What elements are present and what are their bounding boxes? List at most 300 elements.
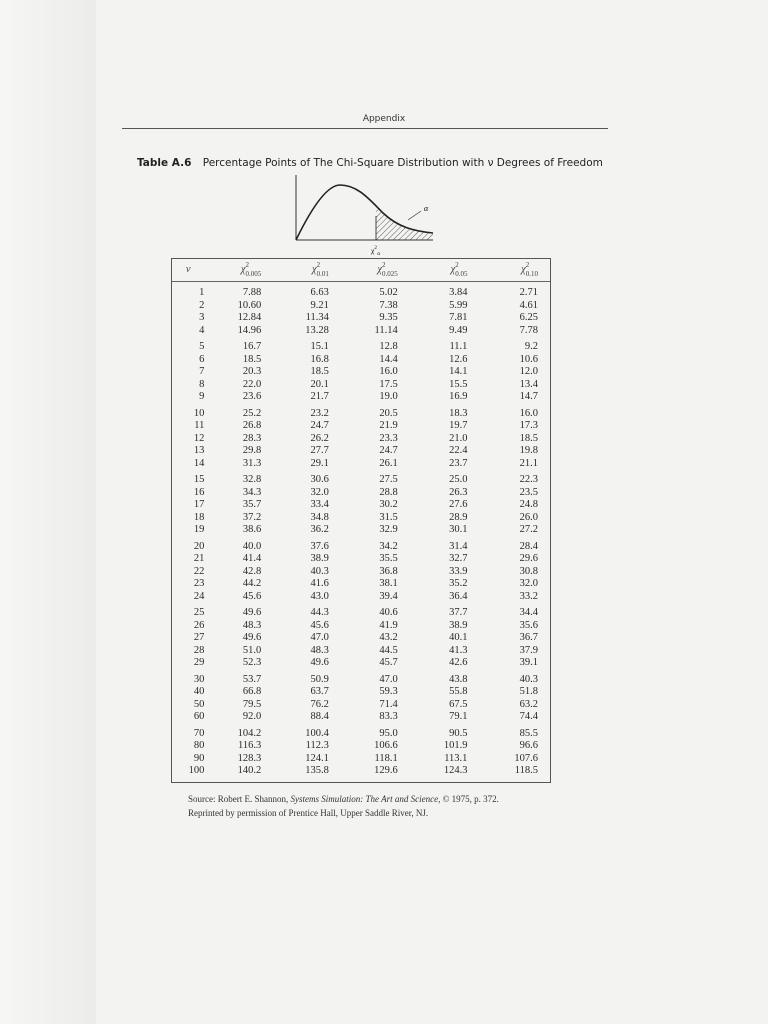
scan-shadow xyxy=(0,0,96,1024)
value-cell: 124.3 xyxy=(443,765,468,776)
dof-cell: 21 xyxy=(193,553,205,564)
header-chi-0.005 xyxy=(204,259,271,282)
value-cell: 12.8 xyxy=(379,341,398,352)
chi-sub-alpha: 0.01 xyxy=(316,269,329,278)
value-cell: 22.3 xyxy=(519,474,538,485)
table-row xyxy=(172,724,550,741)
table-row xyxy=(172,699,550,712)
dof-cell: 12 xyxy=(193,432,205,444)
value-cell: 71.4 xyxy=(379,698,398,710)
value-cell: 38.1 xyxy=(379,578,398,589)
value-cell: 13.28 xyxy=(305,324,329,336)
value-cell: 14.4 xyxy=(379,353,398,365)
value-cell: 26.3 xyxy=(449,486,468,498)
value-cell: 7.78 xyxy=(519,324,538,336)
value-cell: 13.4 xyxy=(519,378,538,390)
value-cell: 35.7 xyxy=(242,499,262,510)
value-cell: 18.5 xyxy=(310,366,329,377)
value-cell: 43.2 xyxy=(379,632,398,643)
chi-sub-alpha: 0.005 xyxy=(245,269,262,278)
value-cell: 20.1 xyxy=(310,378,329,390)
table-row xyxy=(172,711,550,724)
dof-cell: 7 xyxy=(199,366,205,377)
value-cell: 42.8 xyxy=(242,565,262,577)
chi-sup: 2 xyxy=(382,260,386,269)
table-row xyxy=(172,282,550,300)
value-cell: 106.6 xyxy=(374,740,398,751)
table-row xyxy=(172,765,550,778)
table-row xyxy=(172,632,550,645)
value-cell: 34.3 xyxy=(242,486,262,498)
value-cell: 92.0 xyxy=(242,711,262,722)
value-cell: 49.6 xyxy=(242,632,262,643)
value-cell: 96.6 xyxy=(519,740,538,751)
value-cell: 135.8 xyxy=(305,765,329,776)
value-cell: 37.7 xyxy=(449,607,468,618)
table-header-row xyxy=(172,259,550,282)
value-cell: 21.7 xyxy=(310,391,329,402)
value-cell: 24.7 xyxy=(379,445,398,456)
dof-cell: 28 xyxy=(193,644,205,656)
value-cell: 101.9 xyxy=(443,740,468,751)
value-cell: 31.5 xyxy=(379,511,398,523)
value-cell: 48.3 xyxy=(242,619,262,631)
value-cell: 2.71 xyxy=(519,287,538,298)
value-cell: 47.0 xyxy=(310,632,329,643)
value-cell: 83.3 xyxy=(379,711,398,722)
value-cell: 5.99 xyxy=(449,299,468,311)
value-cell: 67.5 xyxy=(449,698,468,710)
value-cell: 37.6 xyxy=(310,540,329,552)
dof-cell: 9 xyxy=(199,391,205,402)
value-cell: 49.6 xyxy=(242,607,262,618)
value-cell: 88.4 xyxy=(310,711,329,722)
value-cell: 63.7 xyxy=(310,686,329,697)
value-cell: 16.8 xyxy=(310,353,329,365)
value-cell: 22.0 xyxy=(242,378,262,390)
dof-cell: 4 xyxy=(199,324,205,336)
table-row xyxy=(172,354,550,367)
alpha-label: α xyxy=(424,204,429,213)
dof-cell: 80 xyxy=(193,740,205,751)
value-cell: 90.5 xyxy=(449,727,468,739)
value-cell: 51.0 xyxy=(242,644,262,656)
value-cell: 26.8 xyxy=(242,420,262,431)
value-cell: 33.9 xyxy=(449,565,468,577)
value-cell: 74.4 xyxy=(519,711,538,722)
value-cell: 26.1 xyxy=(379,457,398,469)
table-row xyxy=(172,578,550,591)
value-cell: 59.3 xyxy=(379,686,398,697)
table-row xyxy=(172,537,550,554)
value-cell: 16.9 xyxy=(449,391,468,402)
source-book-title: Systems Simulation: The Art and Science xyxy=(290,794,439,804)
value-cell: 44.5 xyxy=(379,644,398,656)
dof-cell: 60 xyxy=(193,711,205,722)
value-cell: 24.7 xyxy=(310,420,329,431)
value-cell: 11.34 xyxy=(305,312,329,323)
value-cell: 23.3 xyxy=(379,432,398,444)
value-cell: 95.0 xyxy=(379,727,398,739)
table-row xyxy=(172,686,550,699)
value-cell: 27.6 xyxy=(449,499,468,510)
value-cell: 5.02 xyxy=(379,287,398,298)
dof-cell: 11 xyxy=(194,420,205,431)
source-permission: Reprinted by permission of Prentice Hall, Upper Saddle River, NJ. xyxy=(188,807,429,818)
table-row xyxy=(172,603,550,620)
value-cell: 28.8 xyxy=(379,486,398,498)
value-cell: 6.25 xyxy=(519,312,538,323)
dof-cell: 40 xyxy=(193,686,205,697)
value-cell: 14.1 xyxy=(449,366,468,377)
value-cell: 28.4 xyxy=(519,540,538,552)
dof-cell: 6 xyxy=(199,353,205,365)
value-cell: 15.5 xyxy=(449,378,468,390)
value-cell: 66.8 xyxy=(242,686,262,697)
value-cell: 51.8 xyxy=(519,686,538,697)
value-cell: 33.2 xyxy=(519,590,538,602)
table-title xyxy=(137,157,603,169)
header-chi-0.01 xyxy=(271,259,341,282)
value-cell: 104.2 xyxy=(237,727,262,739)
dof-cell: 17 xyxy=(193,499,205,510)
table-row xyxy=(172,366,550,379)
value-cell: 26.2 xyxy=(310,432,329,444)
value-cell: 27.5 xyxy=(379,474,398,485)
table-row xyxy=(172,312,550,325)
value-cell: 44.2 xyxy=(242,578,262,589)
value-cell: 39.1 xyxy=(519,657,538,668)
dof-cell: 3 xyxy=(199,312,205,323)
value-cell: 21.9 xyxy=(379,420,398,431)
table-row xyxy=(172,433,550,446)
tail-area xyxy=(296,185,433,240)
value-cell: 12.6 xyxy=(449,353,468,365)
value-cell: 85.5 xyxy=(519,727,538,739)
dof-cell: 20 xyxy=(193,540,205,552)
table-row xyxy=(172,420,550,433)
value-cell: 7.88 xyxy=(242,287,262,298)
value-cell: 7.81 xyxy=(449,312,468,323)
value-cell: 12.84 xyxy=(237,312,262,323)
value-cell: 27.7 xyxy=(310,445,329,456)
table-row xyxy=(172,445,550,458)
header-rule xyxy=(122,128,608,129)
value-cell: 30.8 xyxy=(519,565,538,577)
value-cell: 140.2 xyxy=(237,765,262,776)
value-cell: 4.61 xyxy=(519,299,538,311)
value-cell: 39.4 xyxy=(379,590,398,602)
value-cell: 36.8 xyxy=(379,565,398,577)
value-cell: 30.1 xyxy=(449,524,468,535)
table-caption: Percentage Points of The Chi-Square Distribution with ν Degrees of Freedom xyxy=(202,157,603,169)
value-cell: 32.0 xyxy=(310,486,329,498)
value-cell: 113.1 xyxy=(444,752,468,764)
value-cell: 20.3 xyxy=(242,366,262,377)
value-cell: 52.3 xyxy=(242,657,262,668)
value-cell: 25.0 xyxy=(449,474,468,485)
value-cell: 32.0 xyxy=(519,578,538,589)
dof-cell: 13 xyxy=(193,445,205,456)
value-cell: 40.3 xyxy=(310,565,329,577)
value-cell: 17.3 xyxy=(519,420,538,431)
value-cell: 28.3 xyxy=(242,432,262,444)
table-row xyxy=(172,524,550,537)
value-cell: 9.21 xyxy=(310,299,329,311)
chi-symbol: χ xyxy=(240,264,246,275)
table-row xyxy=(172,657,550,670)
header-chi-0.025 xyxy=(341,259,410,282)
chi-square-table xyxy=(171,258,551,783)
dof-cell: 29 xyxy=(193,657,205,668)
table-row xyxy=(172,553,550,566)
value-cell: 12.0 xyxy=(519,366,538,377)
table-row xyxy=(172,337,550,354)
chi-sub-alpha: 0.10 xyxy=(525,269,538,278)
value-cell: 34.8 xyxy=(310,511,329,523)
chi-sup: 2 xyxy=(455,260,459,269)
table-row xyxy=(172,470,550,487)
chi-scripts xyxy=(455,261,467,279)
value-cell: 32.8 xyxy=(242,474,262,485)
value-cell: 6.63 xyxy=(310,287,329,298)
value-cell: 38.9 xyxy=(310,553,329,564)
chi-scripts xyxy=(382,261,398,279)
chi-square-density-diagram xyxy=(288,175,448,257)
value-cell: 40.0 xyxy=(242,540,262,552)
alpha-pointer xyxy=(408,211,421,220)
value-cell: 9.35 xyxy=(379,312,398,323)
value-cell: 45.7 xyxy=(379,657,398,668)
dof-cell: 70 xyxy=(193,727,205,739)
value-cell: 16.7 xyxy=(242,341,262,352)
header-chi-0.10 xyxy=(479,259,550,282)
value-cell: 33.4 xyxy=(310,499,329,510)
dof-cell: 22 xyxy=(193,565,205,577)
table-row xyxy=(172,645,550,658)
dof-cell: 50 xyxy=(193,698,205,710)
value-cell: 23.6 xyxy=(242,391,262,402)
dof-cell: 18 xyxy=(193,511,205,523)
value-cell: 29.8 xyxy=(242,445,262,456)
value-cell: 42.6 xyxy=(449,657,468,668)
source-note xyxy=(188,793,608,820)
value-cell: 3.84 xyxy=(449,287,468,298)
value-cell: 124.1 xyxy=(305,752,329,764)
table-row xyxy=(172,487,550,500)
value-cell: 29.6 xyxy=(519,553,538,564)
value-cell: 36.2 xyxy=(310,524,329,535)
value-cell: 26.0 xyxy=(519,511,538,523)
value-cell: 53.7 xyxy=(242,673,262,685)
table-row xyxy=(172,499,550,512)
value-cell: 32.7 xyxy=(449,553,468,564)
table-row xyxy=(172,670,550,687)
chi-sup: 2 xyxy=(316,260,321,269)
value-cell: 55.8 xyxy=(449,686,468,697)
dof-cell: 19 xyxy=(193,524,205,535)
table-row xyxy=(172,325,550,338)
value-cell: 48.3 xyxy=(310,644,329,656)
value-cell: 41.3 xyxy=(449,644,468,656)
value-cell: 11.14 xyxy=(374,324,398,336)
value-cell: 100.4 xyxy=(305,727,329,739)
value-cell: 10.6 xyxy=(519,353,538,365)
value-cell: 129.6 xyxy=(374,765,398,776)
header-nu: ν xyxy=(172,259,204,282)
value-cell: 17.5 xyxy=(379,378,398,390)
value-cell: 118.5 xyxy=(514,765,538,776)
value-cell: 49.6 xyxy=(310,657,329,668)
value-cell: 25.2 xyxy=(242,407,262,419)
table-row xyxy=(172,458,550,471)
chi-sup: 2 xyxy=(245,260,249,269)
dof-cell: 16 xyxy=(193,486,205,498)
value-cell: 23.2 xyxy=(310,407,329,419)
chi-sup: 2 xyxy=(525,260,530,269)
dof-cell: 2 xyxy=(199,299,205,311)
value-cell: 16.0 xyxy=(519,407,538,419)
dof-cell: 14 xyxy=(193,457,205,469)
value-cell: 36.7 xyxy=(519,632,538,643)
table-row xyxy=(172,591,550,604)
dof-cell: 8 xyxy=(199,378,205,390)
header-chi-0.05 xyxy=(410,259,480,282)
value-cell: 118.1 xyxy=(374,752,398,764)
value-cell: 14.7 xyxy=(519,391,538,402)
value-cell: 34.4 xyxy=(519,607,538,618)
value-cell: 27.2 xyxy=(519,524,538,535)
value-cell: 15.1 xyxy=(310,341,329,352)
value-cell: 19.0 xyxy=(379,391,398,402)
value-cell: 45.6 xyxy=(242,590,262,602)
value-cell: 31.3 xyxy=(242,457,262,469)
value-cell: 18.5 xyxy=(242,353,262,365)
value-cell: 29.1 xyxy=(310,457,329,469)
value-cell: 21.1 xyxy=(519,457,538,469)
value-cell: 11.1 xyxy=(449,341,468,352)
value-cell: 37.2 xyxy=(242,511,262,523)
value-cell: 47.0 xyxy=(379,673,398,685)
dof-cell: 30 xyxy=(193,673,205,685)
table-number: Table A.6 xyxy=(137,157,192,169)
value-cell: 19.7 xyxy=(449,420,468,431)
critical-value-label: $\chi^2_\alpha$ xyxy=(371,246,380,257)
value-cell: 79.1 xyxy=(449,711,468,722)
value-cell: 18.5 xyxy=(519,432,538,444)
chi-symbol: χ xyxy=(312,264,317,275)
dof-cell: 10 xyxy=(193,407,205,419)
value-cell: 38.6 xyxy=(242,524,262,535)
table-row xyxy=(172,512,550,525)
value-cell: 44.3 xyxy=(310,607,329,618)
value-cell: 37.9 xyxy=(519,644,538,656)
table-row xyxy=(172,753,550,766)
value-cell: 41.6 xyxy=(310,578,329,589)
dof-cell: 15 xyxy=(193,474,205,485)
value-cell: 40.3 xyxy=(519,673,538,685)
value-cell: 18.3 xyxy=(449,407,468,419)
value-cell: 16.0 xyxy=(379,366,398,377)
dof-cell: 26 xyxy=(193,619,205,631)
value-cell: 14.96 xyxy=(237,324,262,336)
table-row xyxy=(172,300,550,313)
value-cell: 41.9 xyxy=(379,619,398,631)
dof-cell: 5 xyxy=(199,341,205,352)
value-cell: 116.3 xyxy=(238,740,262,751)
value-cell: 36.4 xyxy=(449,590,468,602)
dof-cell: 23 xyxy=(193,578,205,589)
value-cell: 43.8 xyxy=(449,673,468,685)
value-cell: 23.7 xyxy=(449,457,468,469)
value-cell: 28.9 xyxy=(449,511,468,523)
value-cell: 21.0 xyxy=(449,432,468,444)
table-row xyxy=(172,404,550,421)
value-cell: 40.6 xyxy=(379,607,398,618)
value-cell: 38.9 xyxy=(449,619,468,631)
chi-symbol: χ xyxy=(521,264,526,275)
running-head: Appendix xyxy=(362,114,406,124)
value-cell: 30.2 xyxy=(379,499,398,510)
dof-cell: 1 xyxy=(199,287,205,298)
value-cell: 43.0 xyxy=(310,590,329,602)
table-row xyxy=(172,620,550,633)
value-cell: 22.4 xyxy=(449,445,468,456)
source-prefix: Source: Robert E. Shannon, xyxy=(188,794,291,804)
value-cell: 9.2 xyxy=(524,341,538,352)
value-cell: 112.3 xyxy=(305,740,329,751)
chi-sub-alpha: 0.025 xyxy=(382,269,398,278)
value-cell: 40.1 xyxy=(449,632,468,643)
dof-cell: 25 xyxy=(193,607,205,618)
value-cell: 23.5 xyxy=(519,486,538,498)
value-cell: 128.3 xyxy=(237,752,262,764)
value-cell: 41.4 xyxy=(242,553,262,564)
value-cell: 32.9 xyxy=(379,524,398,535)
value-cell: 35.5 xyxy=(379,553,398,564)
value-cell: 9.49 xyxy=(449,324,468,336)
chi-scripts xyxy=(317,261,329,279)
value-cell: 63.2 xyxy=(519,698,538,710)
value-cell: 19.8 xyxy=(519,445,538,456)
table-row xyxy=(172,740,550,753)
value-cell: 24.8 xyxy=(519,499,538,510)
source-suffix: , © 1975, p. 372. xyxy=(438,794,499,804)
dof-cell: 27 xyxy=(193,632,205,643)
chi-scripts xyxy=(526,261,538,279)
value-cell: 50.9 xyxy=(310,673,329,685)
dof-cell: 90 xyxy=(193,752,205,764)
value-cell: 45.6 xyxy=(310,619,329,631)
chi-sub-alpha: 0.05 xyxy=(455,269,468,278)
value-cell: 35.2 xyxy=(449,578,468,589)
value-cell: 10.60 xyxy=(237,299,262,311)
dof-cell: 24 xyxy=(193,590,205,602)
value-cell: 31.4 xyxy=(449,540,468,552)
table-row xyxy=(172,379,550,392)
chi-symbol: χ xyxy=(377,264,383,275)
value-cell: 20.5 xyxy=(379,407,398,419)
value-cell: 34.2 xyxy=(379,540,398,552)
table-row xyxy=(172,566,550,579)
value-cell: 107.6 xyxy=(514,752,538,764)
value-cell: 30.6 xyxy=(310,474,329,485)
value-cell: 79.5 xyxy=(242,698,262,710)
chi-scripts xyxy=(246,261,262,279)
value-cell: 7.38 xyxy=(379,299,398,311)
chi-symbol: χ xyxy=(450,264,456,275)
value-cell: 76.2 xyxy=(310,698,329,710)
